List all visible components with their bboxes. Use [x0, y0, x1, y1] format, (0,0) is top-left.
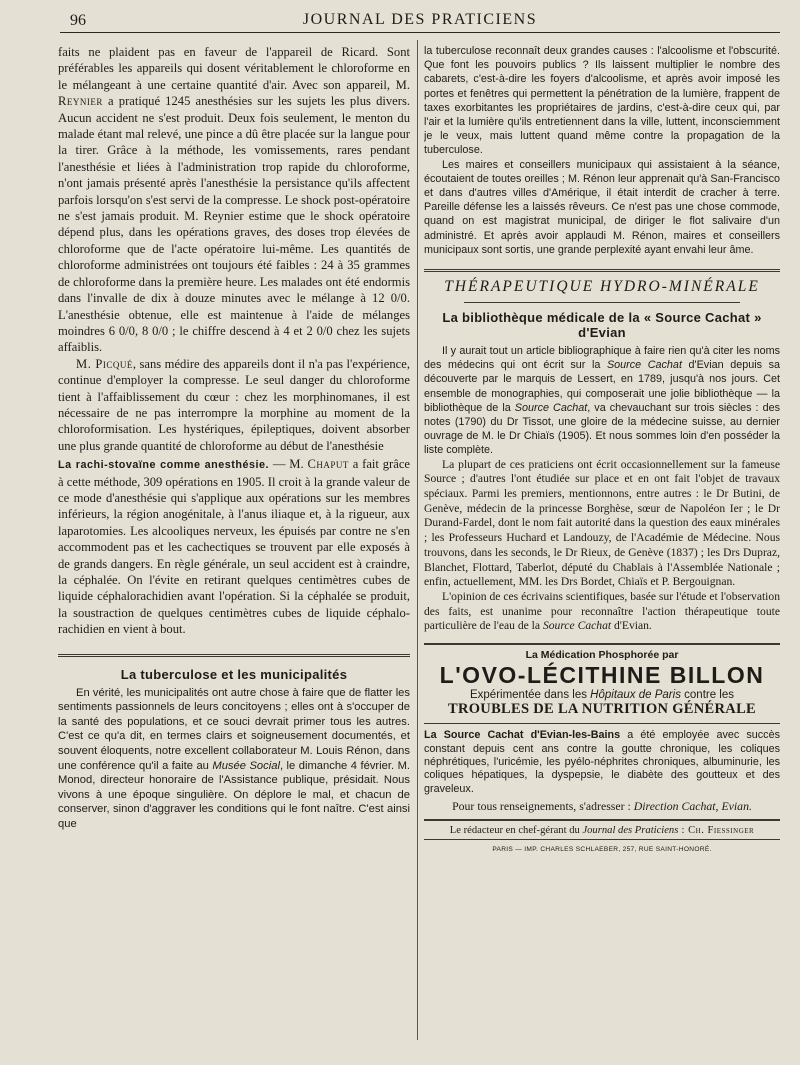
text-run: En vérité, les municipalités ont autre chose à faire que de flatter les sentiments passionnels de leurs concitoyens ; elles ont à s'occuper de la santé des populations, et ce souci devrait primer tous les autres. C'est ce qu'a dit, en termes clairs et soigneusement documentés, et souvent éloquents, notre excellent collaborateur M. Louis Rénon, dans une conférence qu'il a faite au	[58, 686, 410, 772]
paragraph-opinion	[424, 590, 780, 634]
section-rule	[58, 654, 410, 657]
ad-body-lead: La Source Cachat d'Evian-les-Bains	[424, 729, 621, 742]
text-run: contre les	[680, 689, 735, 702]
emphasis-hopitaux: Hôpitaux de Paris	[590, 689, 681, 702]
ad-kicker: La Médication Phosphorée par	[525, 649, 679, 662]
author-name-picque: M. Picqué	[76, 356, 133, 371]
paragraph-bibliotheque	[424, 344, 780, 458]
author-name-reynier: Reynier	[58, 94, 103, 109]
page-number: 96	[70, 12, 86, 29]
text-run: L'opinion de ces écrivains scientifiques, basée sur l'étude et l'observation des faits, est unanime pour reconnaître l'action thérapeutique toute particulière de l'eau de la	[424, 590, 780, 633]
emphasis-source-cachat: Source Cachat	[514, 401, 588, 414]
text-run: a fait grâce à cette méthode, 309 opérations en 1905. Il croit à la grande valeur de ce mode d'anesthésie qui s'applique aux opérations sur les membres inférieurs, la région anogénitale, à l'anus iliaque et, à la rigueur, aux laparotomies. Les alcooliques nerveux, les épuisés par contre ne s'en accommodent pas et les cachectiques se trouvent par elle exposés à de grands dangers. En règle générale, un seul accident est à craindre, la céphalée. On l'évite en retirant quelques centimètres cubes de liquide céphalorachidien avant l'opération. Si la céphalée se produit, la soustraction de quelques centimètres cubes de liquide céphalo-rachidien en vient à bout.	[58, 457, 410, 637]
editor-credit	[424, 825, 780, 836]
article-title-line-1: La bibliothèque médicale de la « Source Cachat »	[442, 310, 762, 326]
ad-contact-address: Direction Cachat, Evian.	[633, 799, 752, 814]
text-run: — M.	[269, 457, 308, 472]
title-underline	[464, 302, 740, 303]
section-rule	[424, 269, 780, 272]
text-run: , le dimanche 4 février. M. Monod, directeur honoraire de l'Assistance publique, présidait. Nous vivons à une époque singulière. On déplore le mal, et chacun de conserver, sinon d'aggraver les conditions qui le font naître. C'est ainsi que	[58, 759, 410, 830]
editor-name: : Ch. Fiessinger	[678, 825, 755, 837]
advertisement	[424, 649, 780, 814]
article-title	[424, 310, 780, 340]
text-run: a été employée avec succès constant depuis cent ans contre la goutte chronique, les coliques néphrétiques, l'uricémie, les pyélo-néphrites chroniques, albuminurie, les coliques hépatiques, la dyspepsie, le diabète des goutteux et des graveleux.	[424, 729, 780, 795]
runin-heading: La rachi-stovaïne comme anesthésie.	[58, 459, 269, 472]
ad-body	[424, 729, 780, 796]
left-column	[58, 44, 410, 1034]
text-run: d'Evian depuis sa découverte par le marquis de Lessert, en 1789, jusqu'à nos jours. Cet ensemble de monographies, qui composerait une jolie bibliothèque — la bibliothèque de la	[424, 359, 780, 414]
section-title-therapeutique: THÉRAPEUTIQUE HYDRO-MINÉRALE	[444, 278, 760, 296]
paragraph-reynier	[58, 44, 410, 356]
text-run: Pour tous renseignements, s'adresser :	[452, 799, 634, 814]
article-title-line-2: d'Evian	[578, 325, 626, 341]
text-run: a pratiqué 1245 anesthésies sur les sujets les plus divers. Aucun accident ne s'est produit. Deux fois seulement, le menton du malade étant mal relevé, une pince a dû être placée sur la langue pour la tirer. Grâce à la méthode, les vomissements, rares pendant l'anesthésie et liées à l'administration trop rapide du chloroforme, n'ont jamais présenté après l'anesthésie la persistance qu'ils affectent parfois lorsqu'on s'est servi de la compresse. Le shock post-opératoire ne s'est jamais produit. M. Reynier estime que le shock opératoire dépend plus, dans les opérations graves, des doses trop élevées de chloroforme que de l'acte opératoire lui-même. Les quantités de chloroforme administrées ont toujours été faibles : 24 à 35 grammes de chloroforme dans la première heure. Les malades ont été endormis dans l'invalle de dix à douze minutes avec le mélange à 12 0/0. L'anesthésie obtenue, elle est maintenue à l'aide de mélanges moindres 6 0/0, 8 0/0 ; le chiffre descend à 4 et 2 0/0 chez les sujets affaiblis.	[58, 94, 410, 355]
footer-rule	[424, 839, 780, 840]
paragraph-maires: Les maires et conseillers municipaux qui assistaient à la séance, écoutaient de toutes oreilles ; M. Rénon leur apprenait qu'à San-Francisco et dans d'autres villes d'Amérique, il était interdit de cracher à terre. Pareille défense les a laissés rêveurs. Ce n'est pas une chose commode, quand on est magistrat municipal, de diriger le flot salivaire d'un administré. Et après avoir applaudi M. Rénon, maires et conseillers municipaux sont sortis, une grande perplexité ayant envahi leur âme.	[424, 158, 780, 256]
journal-title: JOURNAL DES PRATICIENS	[302, 11, 538, 28]
paragraph-picque	[58, 356, 410, 454]
column-divider	[417, 40, 418, 1040]
ad-bottom-rule	[424, 819, 780, 821]
text-run: Expérimentée dans les	[469, 689, 591, 702]
emphasis-musee-social: Musée Social	[212, 759, 280, 772]
text-run: d'Evian.	[611, 619, 652, 633]
paragraph-continuation: la tuberculose reconnaît deux grandes causes : l'alcoolisme et l'obscurité. Que font les pouvoirs publics ? Ils laissent multiplier le nombre des cabarets, c'est-à-dire les foyers d'alcoolisme, et après avoir imposé les portes et fenêtres qui permettent la pénétration de la lumière, frappent de taxes exorbitantes les propriétaires de jardins, c'est-à-dire ceux qui, par l'air et la lumière qu'ils entretiennent dans la ville, luttent, inconsciemment je le veux, mais luttent quand même contre la propagation de la tuberculose.	[424, 45, 780, 157]
text-run: Le rédacteur en chef-gérant du	[449, 825, 583, 837]
text-run: , sans médire des appareils dont il n'a pas l'expérience, continue d'employer la compresse. Le seul danger du chloroforme tient à l'affaiblissement du cœur : chez les morphinomanes, il est nécessaire de ne pas interrompre la morphine au moment de la chloroformisation. Les hystériques, épileptiques, doivent absorber une plus grande quantité de chloroforme au début de l'anesthésie	[58, 356, 410, 453]
text-run: faits ne plaident pas en faveur de l'appareil de Ricard. Sont préférables les appareils qui dosent véritablement le chloroforme en le mélangeant à une certaine quantité d'air. Avec son appareil, M.	[58, 45, 410, 92]
author-name-chaput: Chaput	[307, 457, 349, 472]
ad-subtitle-2: TROUBLES DE LA NUTRITION GÉNÉRALE	[447, 701, 757, 718]
paragraph-rachi-stovaine	[58, 456, 410, 637]
paragraph-praticiens: La plupart de ces praticiens ont écrit occasionnellement sur la fameuse Source ; d'autres l'ont étudiée sur place et en ont fait l'objet de travaux spéciaux. Parmi les premiers, mentionnons, entre autres : le Dr Butini, de Genève, médecin de la princesse Borghèse, sœur de Napoléon Ier ; le Dr Durand-Fardel, dont le nom fait autorité dans la question des eaux minérales ; les Professeurs Huchard et Landouzy, de l'Académie de Médecine. Nous trouvons, dans les seconds, le Dr Rieux, de Genève (1837) ; les Drs Dupraz, Blanchet, Flottard, Taberlot, député du Chablais à l'Assemblée Nationale ; enfin, actuellement, MM. les Drs Bordet, Chiaïs et P. Bergouignan.	[424, 457, 780, 589]
paragraph-tuberculose	[58, 686, 410, 832]
ad-contact	[424, 799, 780, 814]
text-run: Il y aurait tout un article bibliographique à faire rien qu'à citer les noms des médecins qui ont écrit sur la	[424, 345, 780, 372]
text-run: , va chevauchant sur trois siècles : des notes (1790) du Dr Tissot, une gloire de la médecine suisse, au dernier ouvrage de M. le Dr Chiaïs (1905). Et nous sommes loin d'en posséder la liste complète.	[424, 401, 780, 457]
right-column	[424, 44, 780, 1064]
journal-name: Journal des Praticiens	[582, 825, 679, 837]
emphasis-source-cachat: Source Cachat	[606, 359, 682, 372]
ad-top-rule	[424, 643, 780, 645]
ad-subtitle	[424, 689, 780, 701]
ad-inner-rule	[424, 723, 780, 724]
section-title-tuberculose: La tuberculose et les municipalités	[120, 666, 348, 682]
printer-line: PARIS — IMP. CHARLES SCHLAEBER, 257, RUE SAINT-HONORÉ.	[492, 846, 712, 854]
ad-brand: L'OVO-LÉCITHINE BILLON	[439, 662, 765, 689]
running-header	[60, 10, 780, 33]
emphasis-source-cachat: Source Cachat	[542, 619, 612, 633]
